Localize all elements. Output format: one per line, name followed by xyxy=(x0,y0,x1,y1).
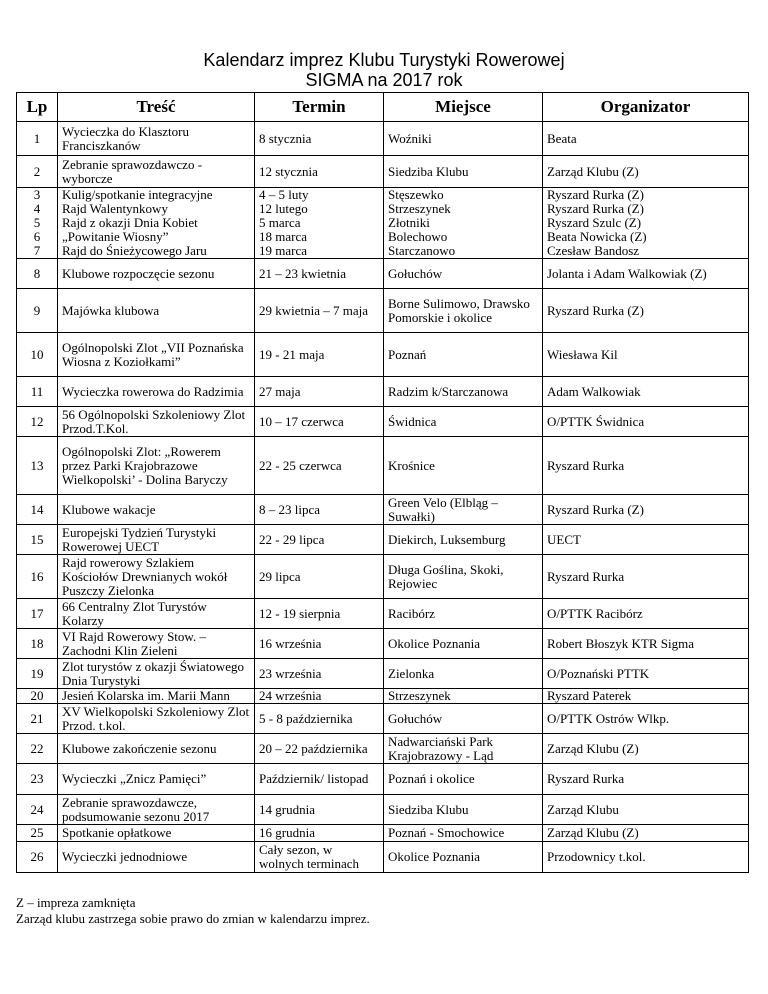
cell-termin: 10 – 17 czerwca xyxy=(255,407,384,437)
cell-lp: 18 xyxy=(17,629,58,659)
cell-termin: 20 – 22 października xyxy=(255,734,384,764)
cell-tresc: Spotkanie opłatkowe xyxy=(58,825,255,842)
cell-organizator: Wiesława Kil xyxy=(543,333,749,377)
cell-miejsce: Bolechowo xyxy=(384,230,543,244)
cell-tresc: Rajd rowerowy Szlakiem Kościołów Drewnianych wokół Puszczy Zielonka xyxy=(58,555,255,599)
cell-tresc: Europejski Tydzień Turystyki Rowerowej UECT xyxy=(58,525,255,555)
table-row xyxy=(17,216,749,230)
header-organizator: Organizator xyxy=(543,93,749,122)
cell-termin: 8 stycznia xyxy=(255,122,384,156)
cell-miejsce: Poznań i okolice xyxy=(384,764,543,795)
cell-miejsce: Zielonka xyxy=(384,659,543,689)
cell-termin: 16 grudnia xyxy=(255,825,384,842)
table-row xyxy=(17,407,749,437)
cell-miejsce: Siedziba Klubu xyxy=(384,795,543,825)
cell-termin: 12 lutego xyxy=(255,202,384,216)
cell-termin: Październik/ listopad xyxy=(255,764,384,795)
cell-tresc: Rajd do Śnieżycowego Jaru xyxy=(58,244,255,259)
cell-organizator: Beata Nowicka (Z) xyxy=(543,230,749,244)
cell-lp: 20 xyxy=(17,689,58,704)
cell-termin: 12 - 19 sierpnia xyxy=(255,599,384,629)
cell-lp: 8 xyxy=(17,259,58,289)
cell-organizator: Ryszard Rurka (Z) xyxy=(543,495,749,525)
table-row xyxy=(17,188,749,203)
cell-miejsce: Strzeszynek xyxy=(384,689,543,704)
cell-termin: 29 lipca xyxy=(255,555,384,599)
table-row xyxy=(17,842,749,873)
cell-tresc: Zebranie sprawozdawcze, podsumowanie sezonu 2017 xyxy=(58,795,255,825)
cell-miejsce: Diekirch, Luksemburg xyxy=(384,525,543,555)
cell-miejsce: Siedziba Klubu xyxy=(384,156,543,188)
cell-miejsce: Green Velo (Elbląg – Suwałki) xyxy=(384,495,543,525)
cell-lp: 10 xyxy=(17,333,58,377)
table-row xyxy=(17,629,749,659)
cell-miejsce: Gołuchów xyxy=(384,259,543,289)
cell-termin: 23 września xyxy=(255,659,384,689)
cell-termin: 19 - 21 maja xyxy=(255,333,384,377)
cell-miejsce: Racibórz xyxy=(384,599,543,629)
cell-termin: 4 – 5 luty xyxy=(255,188,384,203)
table-row xyxy=(17,230,749,244)
cell-lp: 16 xyxy=(17,555,58,599)
cell-miejsce: Stęszewko xyxy=(384,188,543,203)
cell-miejsce: Starczanowo xyxy=(384,244,543,259)
table-row xyxy=(17,795,749,825)
cell-lp: 15 xyxy=(17,525,58,555)
table-row xyxy=(17,555,749,599)
cell-lp: 19 xyxy=(17,659,58,689)
cell-tresc: Kulig/spotkanie integracyjne xyxy=(58,188,255,203)
cell-tresc: VI Rajd Rowerowy Stow. – Zachodni Klin Zieleni xyxy=(58,629,255,659)
cell-tresc: Ogólnopolski Zlot „VII Poznańska Wiosna z Koziołkami” xyxy=(58,333,255,377)
cell-organizator: O/Poznański PTTK xyxy=(543,659,749,689)
cell-tresc: Majówka klubowa xyxy=(58,289,255,333)
cell-organizator: Adam Walkowiak xyxy=(543,377,749,407)
cell-tresc: „Powitanie Wiosny” xyxy=(58,230,255,244)
table-row xyxy=(17,495,749,525)
cell-miejsce: Okolice Poznania xyxy=(384,842,543,873)
cell-organizator: Ryszard Rurka xyxy=(543,555,749,599)
cell-organizator: Ryszard Paterek xyxy=(543,689,749,704)
events-table xyxy=(16,92,749,873)
cell-organizator: O/PTTK Świdnica xyxy=(543,407,749,437)
cell-organizator: Czesław Bandosz xyxy=(543,244,749,259)
table-row xyxy=(17,377,749,407)
cell-termin: 8 – 23 lipca xyxy=(255,495,384,525)
cell-termin: 27 maja xyxy=(255,377,384,407)
cell-miejsce: Nadwarciański Park Krajobrazowy - Ląd xyxy=(384,734,543,764)
cell-termin: Cały sezon, w wolnych terminach xyxy=(255,842,384,873)
cell-lp: 11 xyxy=(17,377,58,407)
cell-termin: 14 grudnia xyxy=(255,795,384,825)
cell-termin: 22 - 29 lipca xyxy=(255,525,384,555)
cell-organizator: Przodownicy t.kol. xyxy=(543,842,749,873)
cell-tresc: Klubowe wakacje xyxy=(58,495,255,525)
table-row xyxy=(17,689,749,704)
cell-tresc: Wycieczka do Klasztoru Franciszkanów xyxy=(58,122,255,156)
cell-tresc: XV Wielkopolski Szkoleniowy Zlot Przod. t.kol. xyxy=(58,704,255,734)
cell-organizator: Beata xyxy=(543,122,749,156)
cell-termin: 22 - 25 czerwca xyxy=(255,437,384,495)
cell-miejsce: Gołuchów xyxy=(384,704,543,734)
cell-termin: 5 - 8 października xyxy=(255,704,384,734)
cell-miejsce: Długa Goślina, Skoki, Rejowiec xyxy=(384,555,543,599)
table-row xyxy=(17,259,749,289)
footer-note: Zarząd klubu zastrzega sobie prawo do zmian w kalendarzu imprez. xyxy=(16,911,370,926)
cell-organizator: Ryszard Rurka (Z) xyxy=(543,188,749,203)
cell-miejsce: Borne Sulimowo, Drawsko Pomorskie i okolice xyxy=(384,289,543,333)
cell-miejsce: Poznań xyxy=(384,333,543,377)
document-title: Kalendarz imprez Klubu Turystyki Rowerowej xyxy=(203,50,565,70)
cell-termin: 5 marca xyxy=(255,216,384,230)
cell-organizator: Ryszard Rurka xyxy=(543,764,749,795)
table-header-row xyxy=(17,93,749,122)
header-lp: Lp xyxy=(17,93,58,122)
cell-termin: 18 marca xyxy=(255,230,384,244)
cell-organizator: Ryszard Szulc (Z) xyxy=(543,216,749,230)
cell-miejsce: Okolice Poznania xyxy=(384,629,543,659)
cell-miejsce: Radzim k/Starczanowa xyxy=(384,377,543,407)
table-row xyxy=(17,525,749,555)
cell-lp: 7 xyxy=(17,244,58,259)
table-row xyxy=(17,825,749,842)
cell-miejsce: Krośnice xyxy=(384,437,543,495)
cell-tresc: Wycieczki jednodniowe xyxy=(58,842,255,873)
cell-termin: 19 marca xyxy=(255,244,384,259)
cell-termin: 16 września xyxy=(255,629,384,659)
table-row xyxy=(17,333,749,377)
cell-lp: 12 xyxy=(17,407,58,437)
cell-lp: 22 xyxy=(17,734,58,764)
cell-miejsce: Poznań - Smochowice xyxy=(384,825,543,842)
table-row xyxy=(17,289,749,333)
cell-organizator: Jolanta i Adam Walkowiak (Z) xyxy=(543,259,749,289)
cell-tresc: Jesień Kolarska im. Marii Mann xyxy=(58,689,255,704)
cell-termin: 21 – 23 kwietnia xyxy=(255,259,384,289)
cell-organizator: Zarząd Klubu (Z) xyxy=(543,156,749,188)
cell-organizator: UECT xyxy=(543,525,749,555)
cell-organizator: O/PTTK Ostrów Wlkp. xyxy=(543,704,749,734)
cell-tresc: Rajd z okazji Dnia Kobiet xyxy=(58,216,255,230)
cell-termin: 29 kwietnia – 7 maja xyxy=(255,289,384,333)
cell-organizator: Ryszard Rurka xyxy=(543,437,749,495)
footer-legend: Z – impreza zamknięta xyxy=(16,895,136,910)
cell-lp: 25 xyxy=(17,825,58,842)
cell-lp: 23 xyxy=(17,764,58,795)
cell-lp: 17 xyxy=(17,599,58,629)
table-row xyxy=(17,244,749,259)
cell-tresc: 66 Centralny Zlot Turystów Kolarzy xyxy=(58,599,255,629)
cell-lp: 24 xyxy=(17,795,58,825)
cell-tresc: Klubowe rozpoczęcie sezonu xyxy=(58,259,255,289)
cell-organizator: Ryszard Rurka (Z) xyxy=(543,202,749,216)
cell-termin: 12 stycznia xyxy=(255,156,384,188)
cell-lp: 4 xyxy=(17,202,58,216)
cell-organizator: O/PTTK Racibórz xyxy=(543,599,749,629)
cell-tresc: Zebranie sprawozdawczo - wyborcze xyxy=(58,156,255,188)
cell-termin: 24 września xyxy=(255,689,384,704)
cell-tresc: Wycieczki „Znicz Pamięci” xyxy=(58,764,255,795)
header-miejsce: Miejsce xyxy=(384,93,543,122)
table-row xyxy=(17,599,749,629)
cell-lp: 14 xyxy=(17,495,58,525)
cell-tresc: Klubowe zakończenie sezonu xyxy=(58,734,255,764)
cell-organizator: Zarząd Klubu (Z) xyxy=(543,734,749,764)
table-row xyxy=(17,122,749,156)
cell-organizator: Zarząd Klubu (Z) xyxy=(543,825,749,842)
document-subtitle: SIGMA na 2017 rok xyxy=(305,70,463,90)
cell-tresc: Wycieczka rowerowa do Radzimia xyxy=(58,377,255,407)
table-row xyxy=(17,659,749,689)
cell-organizator: Zarząd Klubu xyxy=(543,795,749,825)
cell-lp: 1 xyxy=(17,122,58,156)
cell-organizator: Robert Błoszyk KTR Sigma xyxy=(543,629,749,659)
cell-lp: 13 xyxy=(17,437,58,495)
header-tresc: Treść xyxy=(58,93,255,122)
cell-organizator: Ryszard Rurka (Z) xyxy=(543,289,749,333)
cell-tresc: Zlot turystów z okazji Światowego Dnia Turystyki xyxy=(58,659,255,689)
cell-lp: 6 xyxy=(17,230,58,244)
table-row xyxy=(17,202,749,216)
cell-lp: 26 xyxy=(17,842,58,873)
table-row xyxy=(17,156,749,188)
cell-lp: 21 xyxy=(17,704,58,734)
table-body xyxy=(17,122,749,873)
cell-tresc: 56 Ogólnopolski Szkoleniowy Zlot Przod.T.Kol. xyxy=(58,407,255,437)
cell-lp: 9 xyxy=(17,289,58,333)
cell-lp: 2 xyxy=(17,156,58,188)
table-row xyxy=(17,764,749,795)
header-termin: Termin xyxy=(255,93,384,122)
cell-lp: 5 xyxy=(17,216,58,230)
cell-miejsce: Złotniki xyxy=(384,216,543,230)
cell-miejsce: Woźniki xyxy=(384,122,543,156)
cell-lp: 3 xyxy=(17,188,58,203)
cell-tresc: Ogólnopolski Zlot: „Rowerem przez Parki Krajobrazowe Wielkopolski’ - Dolina Baryczy xyxy=(58,437,255,495)
table-row xyxy=(17,734,749,764)
cell-miejsce: Świdnica xyxy=(384,407,543,437)
table-row xyxy=(17,437,749,495)
cell-tresc: Rajd Walentynkowy xyxy=(58,202,255,216)
table-row xyxy=(17,704,749,734)
cell-miejsce: Strzeszynek xyxy=(384,202,543,216)
